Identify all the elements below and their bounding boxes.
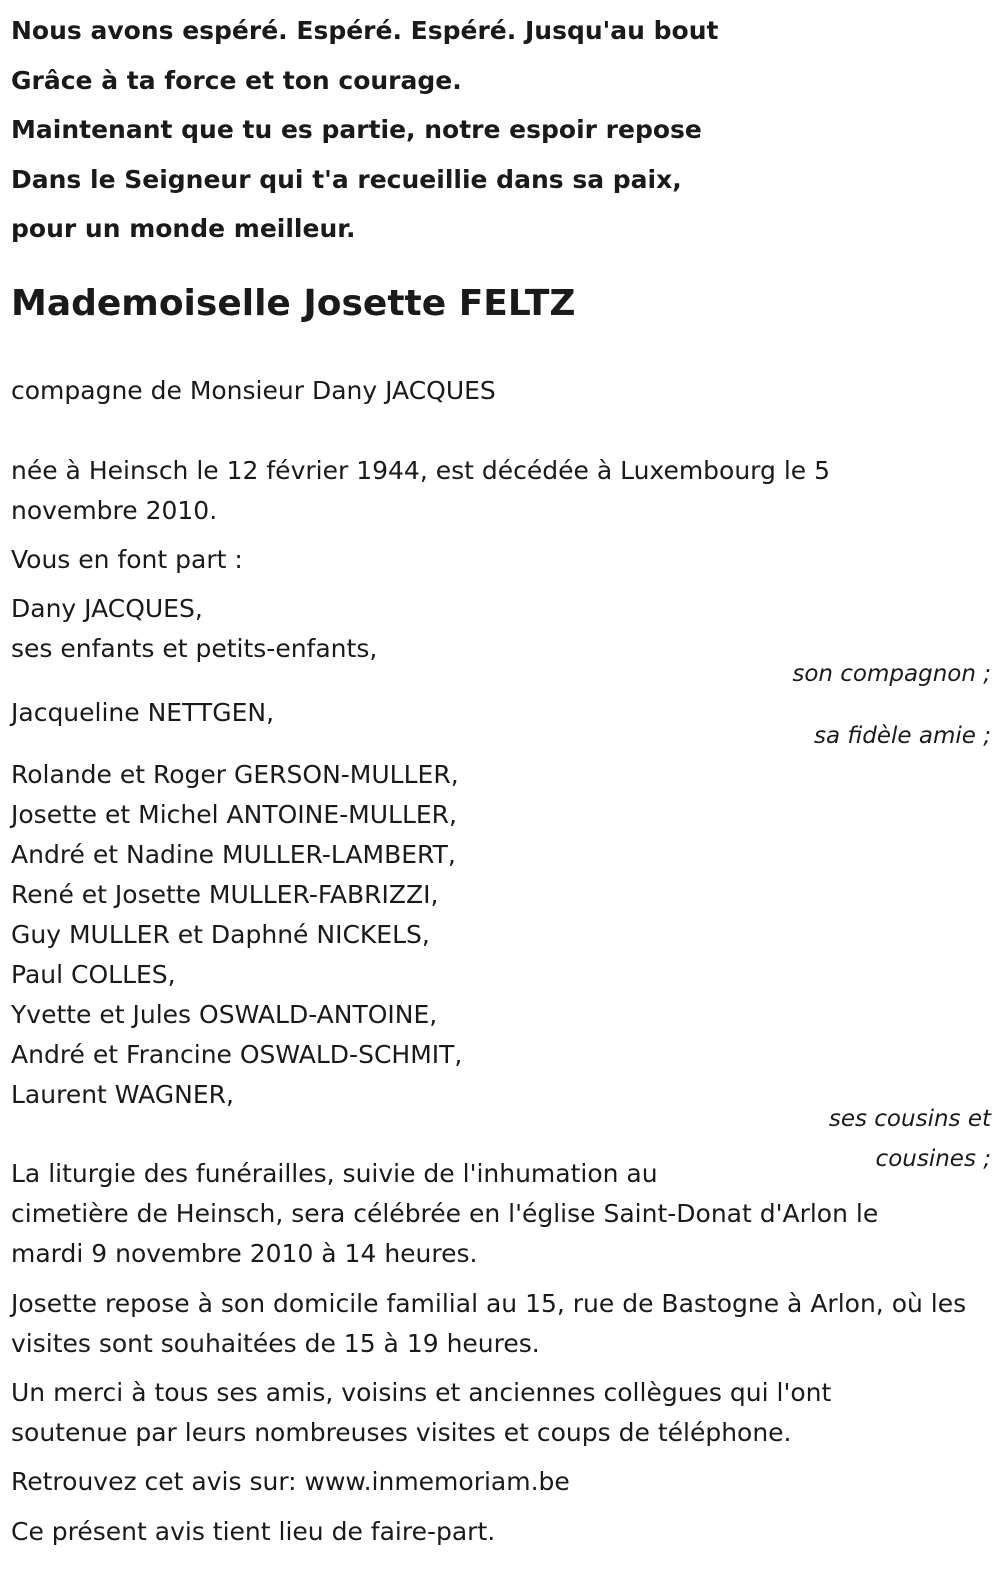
mourner-line: Jacqueline NETTGEN, [11, 698, 275, 727]
relation-companion: son compagnon ; [792, 661, 991, 687]
funeral-line: cimetière de Heinsch, sera célébrée en l'église Saint-Donat d'Arlon le [11, 1199, 879, 1228]
poem-line: pour un monde meilleur. [11, 214, 356, 244]
funeral-line: La liturgie des funérailles, suivie de l'inhumation au [11, 1159, 658, 1188]
mourner-line: René et Josette MULLER-FABRIZZI, [11, 880, 439, 909]
mourner-group-cousins [11, 755, 462, 1115]
relation-line: ses cousins et [828, 1106, 991, 1132]
mourner-line: Josette et Michel ANTOINE-MULLER, [11, 800, 457, 829]
mourner-line: André et Francine OSWALD-SCHMIT, [11, 1040, 463, 1069]
funeral-text [11, 1154, 961, 1274]
mourner-line: Rolande et Roger GERSON-MULLER, [11, 760, 459, 789]
announce-intro: Vous en font part : [11, 545, 243, 574]
poem-line: Nous avons espéré. Espéré. Espéré. Jusqu'au bout [11, 16, 719, 45]
poem [11, 0, 991, 254]
funeral-line: mardi 9 novembre 2010 à 14 heures. [11, 1239, 478, 1268]
mourner-line: Guy MULLER et Daphné NICKELS, [11, 920, 430, 949]
visitation-text: Josette repose à son domicile familial au 15, rue de Bastogne à Arlon, où les visites sont souhaitées de 15 à 19 heures. [11, 1289, 967, 1358]
relation-line: cousines ; [875, 1146, 991, 1172]
mourner-line: Dany JACQUES, [11, 594, 203, 623]
mourner-line: ses enfants et petits-enfants, [11, 634, 378, 663]
deceased-name: Mademoiselle Josette FELTZ [11, 283, 576, 324]
mourner-line: Paul COLLES, [11, 960, 176, 989]
mourner-line: Yvette et Jules OSWALD-ANTOINE, [11, 1000, 438, 1029]
mourner-group-companion [11, 589, 377, 669]
poem-line: Dans le Seigneur qui t'a recueillie dans sa paix, [11, 164, 682, 194]
obituary-notice [11, 0, 991, 1546]
mourner-line: André et Nadine MULLER-LAMBERT, [11, 840, 456, 869]
poem-line: Grâce à ta force et ton courage. [11, 65, 462, 95]
notice-line: Ce présent avis tient lieu de faire-part. [11, 1517, 496, 1546]
birth-death-text: née à Heinsch le 12 février 1944, est décédée à Luxembourg le 5 novembre 2010. [11, 456, 831, 525]
relation-friend: sa fidèle amie ; [814, 723, 991, 749]
thanks-text: Un merci à tous ses amis, voisins et anciennes collègues qui l'ont soutenue par leurs nombreuses visites et coups de téléphone. [11, 1378, 832, 1447]
website-line: Retrouvez cet avis sur: www.inmemoriam.be [11, 1467, 570, 1496]
companion-line: compagne de Monsieur Dany JACQUES [11, 376, 496, 405]
mourner-group-friend [11, 693, 274, 733]
mourner-line: Laurent WAGNER, [11, 1080, 234, 1109]
poem-line: Maintenant que tu es partie, notre espoir repose [11, 115, 702, 145]
